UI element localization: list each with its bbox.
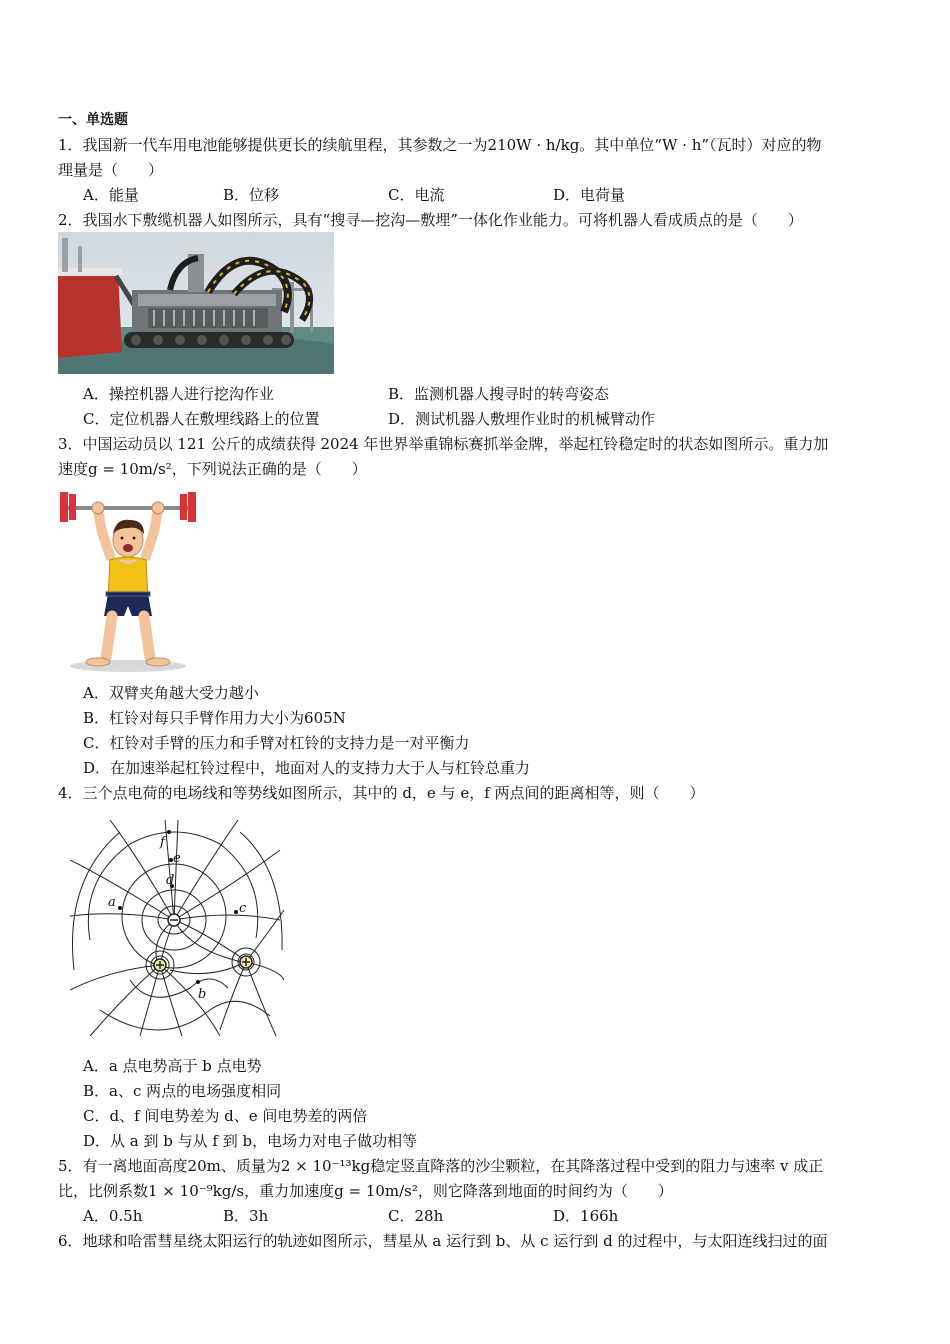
question-5-text-line1: 5．有一离地面高度20m、质量为2 × 10⁻¹³kg稳定竖直降落的沙尘颗粒，在其降落过程中受到的阻力与速率 v 成正 [58, 1157, 824, 1175]
point-label-b: b [198, 987, 207, 1002]
question-5-text-line2: 比，比例系数1 × 10⁻⁹kg/s，重力加速度g = 10m/s²，则它降落到地面的时间约为（ ） [58, 1182, 673, 1200]
question-2-option-d[interactable]: D．测试机器人敷埋作业时的机械臂动作 [388, 410, 656, 428]
question-4-option-c[interactable]: C．d、f 间电势差为 d、e 间电势差的两倍 [83, 1107, 368, 1125]
cable-robot-photo [58, 232, 334, 374]
question-5-option-a[interactable]: A．0.5h [83, 1207, 143, 1225]
point-label-a: a [108, 895, 116, 910]
electric-field-diagram [70, 820, 284, 1036]
question-3-text-line1: 3．中国运动员以 121 公斤的成绩获得 2024 年世界举重锦标赛抓举金牌，举起杠铃稳定时的状态如图所示。重力加 [58, 435, 829, 453]
question-1-text-line2: 理量是（ ） [58, 161, 164, 179]
question-3-option-d[interactable]: D．在加速举起杠铃过程中，地面对人的支持力大于人与杠铃总重力 [83, 759, 531, 777]
question-2-option-a[interactable]: A．操控机器人进行挖沟作业 [83, 385, 274, 403]
point-label-f: f [160, 835, 165, 850]
question-4-text-line1: 4．三个点电荷的电场线和等势线如图所示，其中的 d，e 与 e，f 两点间的距离相等，则（ ） [58, 784, 705, 802]
question-2-text-line1: 2．我国水下敷缆机器人如图所示，具有“搜寻—挖沟—敷埋”一体化作业能力。可将机器人看成质点的是（ ） [58, 211, 803, 229]
question-3-option-b[interactable]: B．杠铃对每只手臂作用力大小为605N [83, 709, 346, 727]
question-1-option-d[interactable]: D．电荷量 [553, 186, 626, 204]
point-label-d: d [166, 873, 175, 888]
question-1-option-b[interactable]: B．位移 [223, 186, 280, 204]
question-4-option-b[interactable]: B．a、c 两点的电场强度相同 [83, 1082, 282, 1100]
point-label-e: e [173, 851, 181, 866]
weightlifter-illustration [58, 488, 198, 672]
question-3-option-c[interactable]: C．杠铃对手臂的压力和手臂对杠铃的支持力是一对平衡力 [83, 734, 470, 752]
question-1-option-a[interactable]: A．能量 [83, 186, 139, 204]
question-3-option-a[interactable]: A．双臂夹角越大受力越小 [83, 684, 259, 702]
question-5-option-d[interactable]: D．166h [553, 1207, 619, 1225]
question-3-text-line2: 速度g = 10m/s²，下列说法正确的是（ ） [58, 460, 367, 478]
question-1-option-c[interactable]: C．电流 [388, 186, 445, 204]
question-5-option-c[interactable]: C．28h [388, 1207, 444, 1225]
question-4-option-d[interactable]: D．从 a 到 b 与从 f 到 b，电场力对电子做功相等 [83, 1132, 418, 1150]
question-1-text-line1: 1．我国新一代车用电池能够提供更长的续航里程，其参数之一为210W · h/kg。其中单位“W · h”（瓦时）对应的物 [58, 136, 822, 154]
question-4-option-a[interactable]: A．a 点电势高于 b 点电势 [83, 1057, 262, 1075]
question-2-option-b[interactable]: B．监测机器人搜寻时的转弯姿态 [388, 385, 610, 403]
point-label-c: c [239, 901, 247, 916]
section-title: 一、单选题 [58, 112, 128, 128]
question-5-option-b[interactable]: B．3h [223, 1207, 269, 1225]
question-6-text-line1: 6．地球和哈雷彗星绕太阳运行的轨迹如图所示，彗星从 a 运行到 b、从 c 运行到 d 的过程中，与太阳连线扫过的面 [58, 1232, 828, 1250]
question-2-option-c[interactable]: C．定位机器人在敷埋线路上的位置 [83, 410, 320, 428]
